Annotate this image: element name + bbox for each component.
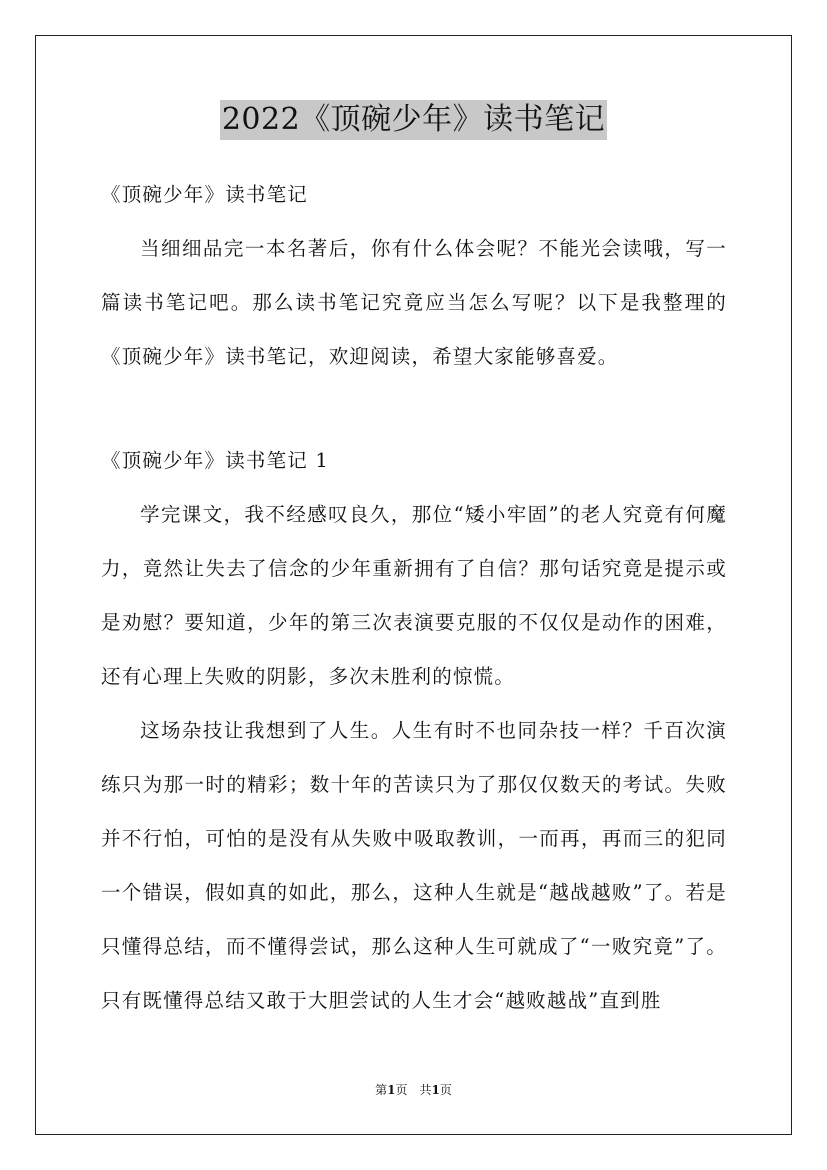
page-footer bbox=[0, 1082, 827, 1098]
footer-page-total: 1 bbox=[431, 1083, 440, 1097]
section-spacer bbox=[101, 384, 727, 434]
paragraph-1: 学完课文，我不经感叹良久，那位“矮小牢固”的老人究竟有何魔力，竟然让失去了信念的少年重新拥有了自信？那句话究竟是提示或是劝慰？要知道，少年的第三次表演要克服的不仅仅是动作的困难，还有心理上失败的阴影，多次未胜利的惊慌。 bbox=[101, 503, 727, 688]
intro-paragraph: 当细细品完一本名著后，你有什么体会呢？不能光会读哦，写一篇读书笔记吧。那么读书笔记究竟应当怎么写呢？以下是我整理的《顶碗少年》读书笔记，欢迎阅读，希望大家能够喜爱。 bbox=[101, 237, 727, 368]
paragraph-2: 这场杂技让我想到了人生。人生有时不也同杂技一样？千百次演练只为那一时的精彩；数十年的苦读只为了那仅仅数天的考试。失败并不行怕，可怕的是没有从失败中吸取教训，一而再，再而三的犯同一个错误，假如真的如此，那么，这种人生就是“越战越败”了。若是只懂得总结，而不懂得尝试，那么这种人生可就成了“一败究竟”了。只有既懂得总结又敢于大胆尝试的人生才会“越败越战”直到胜 bbox=[101, 719, 727, 1012]
section-heading-1: 《顶碗少年》读书笔记 1 bbox=[101, 449, 330, 472]
title-container bbox=[0, 100, 827, 140]
section-heading-intro: 《顶碗少年》读书笔记 bbox=[101, 183, 309, 206]
footer-page-number: 1 bbox=[387, 1083, 396, 1097]
document-body bbox=[101, 168, 727, 1028]
footer-page-mid: 页 共 bbox=[395, 1083, 432, 1097]
footer-page-prefix: 第 bbox=[375, 1083, 388, 1097]
footer-page-suffix: 页 bbox=[439, 1083, 452, 1097]
document-title: 2022《顶碗少年》读书笔记 bbox=[220, 100, 607, 140]
